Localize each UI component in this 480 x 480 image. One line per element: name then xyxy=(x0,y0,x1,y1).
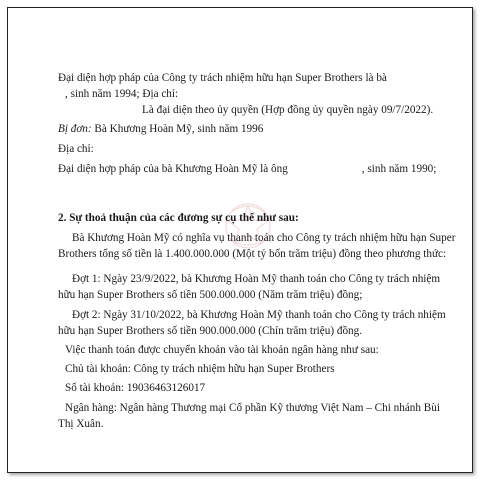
account-number-line: Số tài khoản: 19036463126017 xyxy=(65,382,206,394)
defendant-address-label: Địa chỉ: xyxy=(58,143,94,155)
installment-1-line-1: Đợt 1: Ngày 23/9/2022, bà Khương Hoàn Mỹ thanh toán cho Công ty trách nhiệm xyxy=(72,273,441,285)
defendant-label: Bị đơn: xyxy=(58,123,92,135)
plaintiff-rep-line-3: Là đại diện theo ủy quyền (Hợp đồng ủy quyền ngày 09/7/2022). xyxy=(142,104,434,116)
installment-2-line-1: Đợt 2: Ngày 31/10/2022, bà Khương Hoàn Mỹ thanh toán cho Công ty trách nhiệm xyxy=(72,309,446,321)
bank-line-1: Ngân hàng: Ngân hàng Thương mại Cổ phần Kỹ thương Việt Nam – Chi nhánh Bùi xyxy=(65,402,440,414)
defendant-rep-birth: , sinh năm 1990; xyxy=(361,163,437,175)
defendant-value: Bà Khương Hoàn Mỹ, sinh năm 1996 xyxy=(94,123,264,135)
bank-line-2: Thị Xuân. xyxy=(58,418,104,430)
defendant-rep-text: Đại diện hợp pháp của bà Khương Hoàn Mỹ là ông xyxy=(58,163,288,175)
installment-2-line-2: hữu hạn Super Brothers số tiền 900.000.000 (Chín trăm triệu) đồng. xyxy=(58,325,363,337)
section-2-heading: 2. Sự thoả thuận của các đương sự cụ thể như sau: xyxy=(58,212,299,224)
defendant-rep-line xyxy=(58,162,436,176)
plaintiff-rep-line-1: Đại diện hợp pháp của Công ty trách nhiệm hữu hạn Super Brothers là bà xyxy=(58,72,387,84)
document-page xyxy=(7,7,473,473)
defendant-line xyxy=(58,122,263,136)
agreement-line-2: Brothers tổng số tiền là 1.400.000.000 (Một tỷ bốn trăm triệu) đồng theo phương thức: xyxy=(58,248,447,260)
plaintiff-rep-line-2: , sinh năm 1994; Địa chỉ: xyxy=(65,88,179,100)
account-holder-line: Chủ tài khoản: Công ty trách nhiệm hữu hạn Super Brothers xyxy=(65,363,335,375)
installment-1-line-2: hữu hạn Super Brothers số tiền 500.000.000 (Năm trăm triệu) đồng; xyxy=(58,289,363,301)
agreement-line-1: Bà Khương Hoàn Mỹ có nghĩa vụ thanh toán cho Công ty trách nhiệm hữu hạn Super xyxy=(72,232,456,244)
payment-method-line: Việc thanh toán được chuyển khoản vào tài khoản ngân hàng như sau: xyxy=(65,344,379,356)
